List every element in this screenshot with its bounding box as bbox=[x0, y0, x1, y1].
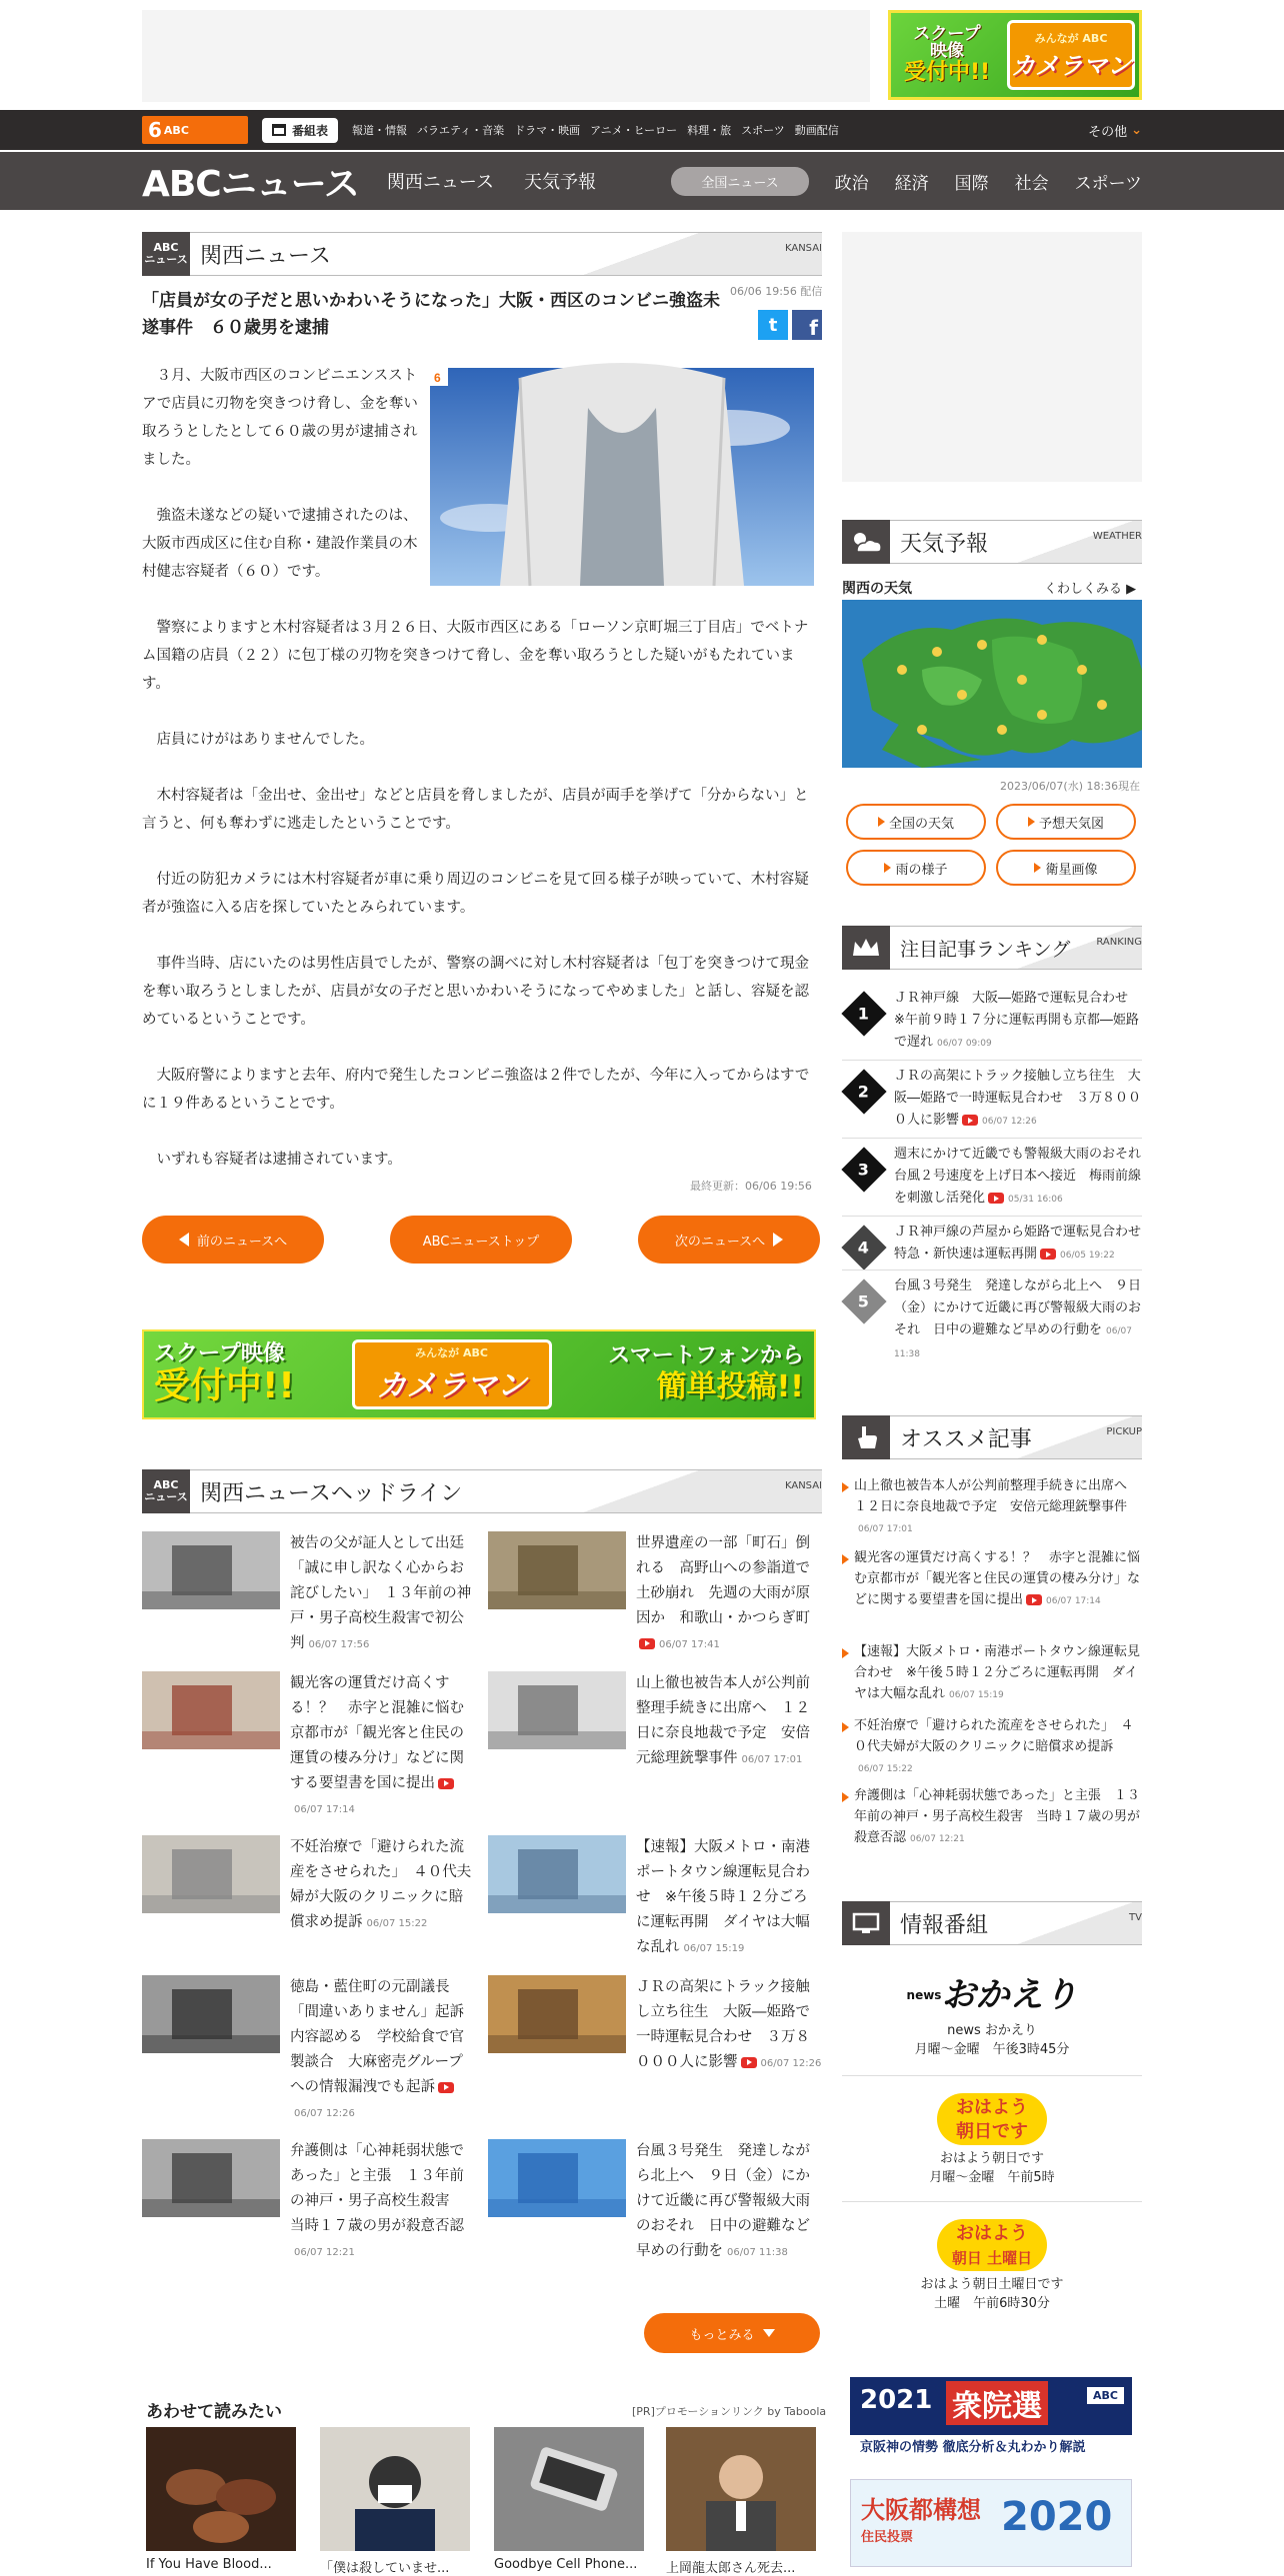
rank-number: 2 bbox=[858, 1082, 870, 1102]
weather-timestamp: 2023/06/07(水) 18:36現在 bbox=[1000, 780, 1141, 793]
nav-item[interactable]: 動画配信 bbox=[794, 124, 839, 137]
headline-date: 06/07 17:56 bbox=[308, 1639, 370, 1650]
camera-man-logo bbox=[1007, 20, 1135, 90]
button-label: 全国の天気 bbox=[888, 816, 954, 832]
camera-man-logo bbox=[352, 1339, 552, 1409]
ranking-item[interactable] bbox=[842, 1066, 1142, 1133]
headline-thumbnail bbox=[488, 1671, 626, 1749]
ranking-item[interactable] bbox=[842, 1144, 1155, 1211]
pickup-date: 06/07 15:22 bbox=[858, 1764, 913, 1774]
section-title: 関西ニュース bbox=[200, 243, 331, 269]
category-society[interactable]: 社会 bbox=[1014, 173, 1049, 194]
headline-text bbox=[636, 2139, 822, 2265]
pickup-title: 観光客の運賃だけ高くする！？ 赤字と混雑に悩む京都市が「観光客と住民の運賃の棲み分け」などに関する要望書を国に提出 bbox=[854, 1550, 1141, 1607]
pickup-item[interactable] bbox=[842, 1547, 1142, 1612]
divider bbox=[842, 1060, 1142, 1061]
article-paragraph: 付近の防犯カメラには木村容疑者が車に乗り周辺のコンビニを見て回る様子が映っていて、木村容疑者が強盗に入る店を探していたとみられています。 bbox=[142, 872, 809, 916]
nav-item[interactable]: スポーツ bbox=[741, 124, 785, 137]
taboola-thumb bbox=[666, 2427, 816, 2551]
ranking-title: 台風３号発生 発達しながら北上へ ９日（金）にかけて近畿に再び警報級大雨のおそれ 日中の避難など早めの行動を bbox=[894, 1279, 1142, 1337]
article-paragraph: 木村容疑者は「金出せ、金出せ」などと店員を脅しましたが、店員が両手を挙げて「分からない」と言うと、何も奪わずに逃走したということです。 bbox=[142, 788, 809, 832]
pickup-date: 06/07 12:21 bbox=[910, 1834, 965, 1844]
ranking-title: ＪＲ神戸線の芦屋から姫路で運転見合わせ 特急・新快速は運転再開 bbox=[894, 1225, 1155, 1262]
banner-text: 簡単投稿!! bbox=[656, 1369, 804, 1405]
program-name: おはよう朝日です bbox=[939, 2151, 1044, 2166]
section-title: 天気予報 bbox=[900, 531, 989, 557]
article-updated: 最終更新：06/06 19:56 bbox=[690, 1180, 812, 1193]
section-en: RANKING bbox=[1096, 937, 1142, 948]
ad-text: 大阪都構想 bbox=[861, 2496, 981, 2524]
taboola-caption: If You Have Blood... bbox=[146, 2557, 272, 2572]
thumbnail-image bbox=[488, 1975, 626, 2053]
ranking-date: 05/31 16:06 bbox=[1008, 1195, 1063, 1205]
pickup-item[interactable] bbox=[842, 1785, 1142, 1850]
program-time: 土曜 午前6時30分 bbox=[934, 2296, 1050, 2311]
nav-weather[interactable]: 天気予報 bbox=[524, 172, 597, 193]
arrow-left-icon bbox=[179, 1233, 189, 1247]
ranking-header bbox=[842, 926, 1142, 970]
ranking-title: ＪＲの高架にトラック接触し立ち往生 大阪―姫路で一時運転見合わせ ３万８０００人に影響 bbox=[894, 1069, 1142, 1128]
ranking-item[interactable] bbox=[842, 1276, 1142, 1365]
pickup-header bbox=[842, 1415, 1142, 1459]
twitter-icon: t bbox=[768, 314, 778, 336]
pickup-title: 【速報】大阪メトロ・南港ポートタウン線運転見合わせ ※午後５時１２分ごろに運転再開 ダイヤは大幅な乱れ bbox=[854, 1644, 1141, 1701]
taboola-item[interactable] bbox=[320, 2427, 470, 2576]
button-label: 雨の様子 bbox=[895, 862, 948, 878]
ad-text: 2020 bbox=[1001, 2494, 1113, 2540]
ranking-text bbox=[894, 1222, 1155, 1267]
rank-badge bbox=[841, 1147, 886, 1192]
rank-badge bbox=[841, 1069, 886, 1114]
logo-text: ABC bbox=[1082, 31, 1108, 45]
banner-text: 映像 bbox=[930, 41, 964, 62]
program-ohayo-saturday[interactable] bbox=[842, 2219, 1142, 2313]
rank-number: 1 bbox=[858, 1004, 870, 1024]
ranking-date: 06/05 19:22 bbox=[1060, 1251, 1115, 1261]
headline-date: 06/07 15:22 bbox=[366, 1918, 428, 1929]
genre-nav bbox=[352, 122, 839, 138]
national-weather-button[interactable] bbox=[846, 804, 986, 840]
ranking-title: ＪＲ神戸線 大阪―姫路で運転見合わせ ※午前９時１７分に運転再開も京都―姫路で遅れ bbox=[894, 991, 1142, 1050]
ranking-text bbox=[894, 988, 1142, 1055]
ranking-item[interactable] bbox=[842, 1222, 1155, 1267]
video-icon bbox=[438, 1778, 454, 1789]
headline-date: 06/07 12:26 bbox=[294, 2108, 355, 2119]
programs-header bbox=[842, 1901, 1142, 1945]
weather-map-image bbox=[842, 600, 1142, 768]
logo-text: カメラマン bbox=[1011, 51, 1131, 80]
abc-news-badge bbox=[142, 232, 190, 276]
thumbnail-image bbox=[488, 2139, 626, 2217]
headline-title: 徳島・藍住町の元副議長「間違いありません」起訴内容認める 学校給食で官製談合 大麻密売グループへの情報漏洩でも起訴 bbox=[290, 1979, 464, 2095]
badge-text: ニュース bbox=[144, 1490, 188, 1503]
nav-item[interactable]: バラエティ・音楽 bbox=[417, 124, 505, 137]
pointing-hand-icon bbox=[842, 1415, 890, 1459]
headline-text bbox=[636, 1531, 822, 1657]
article-paragraph: 大阪府警によりますと去年、府内で発生したコンビニ強盗は２件でしたが、今年に入ってからはすでに１９件あるということです。 bbox=[142, 1068, 810, 1112]
thumbnail-image bbox=[488, 1531, 626, 1609]
button-label: 次のニュースへ bbox=[674, 1234, 766, 1250]
logo-text: カメラマン bbox=[376, 1368, 527, 1403]
program-name: news おかえり bbox=[947, 2023, 1037, 2038]
headline-thumbnail bbox=[488, 2139, 626, 2217]
headline-thumbnail bbox=[142, 1531, 280, 1609]
video-icon bbox=[988, 1193, 1004, 1204]
rank-badge bbox=[841, 1279, 886, 1323]
abc-news-logo[interactable]: ABCニュース bbox=[142, 163, 359, 205]
logo-text: 朝日 土曜日 bbox=[951, 2249, 1033, 2267]
section-en: PICKUP bbox=[1106, 1426, 1142, 1437]
triangle-right-icon bbox=[1028, 817, 1035, 827]
calendar-icon bbox=[272, 124, 286, 136]
thumbnail-image bbox=[488, 1835, 626, 1913]
satellite-image-button[interactable] bbox=[996, 850, 1136, 886]
headline-date: 06/07 12:21 bbox=[294, 2247, 355, 2258]
section-title: 関西ニュースヘッドライン bbox=[200, 1480, 463, 1506]
divider bbox=[842, 1216, 1142, 1217]
logo-text: 朝日です bbox=[956, 2121, 1028, 2142]
headline-title: 世界遺産の一部「町石」倒れる 高野山への参詣道で土砂崩れ 先週の大雨が原因か 和歌山・かつらぎ町 bbox=[636, 1535, 810, 1626]
video-icon bbox=[639, 1638, 655, 1649]
section-en: WEATHER bbox=[1092, 531, 1142, 542]
thumbnail-image bbox=[488, 1671, 626, 1749]
headline-title: 台風３号発生 発達しながら北上へ ９日（金）にかけて近畿に再び警報級大雨のおそれ 日中の避難など早めの行動を bbox=[636, 2143, 810, 2259]
headline-thumbnail bbox=[142, 1671, 280, 1749]
divider bbox=[842, 2075, 1142, 2076]
cloud-sun-icon bbox=[849, 529, 883, 555]
program-time: 月曜～金曜 午前5時 bbox=[929, 2170, 1055, 2185]
divider bbox=[842, 2201, 1142, 2202]
banner-text: スクープ映像 bbox=[154, 1341, 285, 1367]
banner-text: 受付中!! bbox=[903, 60, 991, 86]
program-name: おはよう朝日土曜日です bbox=[920, 2277, 1064, 2292]
triangle-right-icon bbox=[1034, 863, 1041, 873]
ranking-date: 06/07 12:26 bbox=[982, 1117, 1037, 1127]
headline-text bbox=[290, 2139, 476, 2265]
weather-more-link[interactable] bbox=[1044, 578, 1136, 597]
taboola-caption: 「僕は殺していませ... bbox=[320, 2561, 450, 2576]
rain-status-button[interactable] bbox=[846, 850, 986, 886]
logo-text: ABC bbox=[163, 123, 189, 137]
headline-date: 06/07 17:01 bbox=[741, 1754, 803, 1765]
network-bar bbox=[0, 110, 1284, 150]
logo-text: おかえり bbox=[941, 1975, 1078, 2015]
link-label: くわしくみる bbox=[1044, 582, 1123, 597]
headline-title: 山上徹也被告本人が公判前整理手続きに出席へ １２日に奈良地裁で予定 安倍元総理銃撃事件 bbox=[636, 1675, 810, 1766]
ranking-text bbox=[894, 1066, 1142, 1133]
ohayo-asahi-logo bbox=[937, 2093, 1047, 2145]
headline-text bbox=[636, 1975, 822, 2076]
crown-icon bbox=[842, 926, 890, 970]
video-icon bbox=[438, 2082, 454, 2093]
pickup-item[interactable] bbox=[842, 1641, 1142, 1706]
button-label: もっとみる bbox=[689, 2327, 755, 2343]
rank-number: 4 bbox=[858, 1238, 870, 1258]
section-en: KANSAI bbox=[784, 1480, 822, 1491]
headline-thumbnail bbox=[488, 1835, 626, 1913]
section-title: 注目記事ランキング bbox=[900, 938, 1071, 961]
svg-text:6: 6 bbox=[434, 371, 441, 385]
headline-title: 【速報】大阪メトロ・南港ポートタウン線運転見合わせ ※午後５時１２分ごろに運転再開 ダイヤは大幅な乱れ bbox=[636, 1839, 810, 1955]
thumbnail-image bbox=[142, 2139, 280, 2217]
nav-item[interactable]: ドラマ・映画 bbox=[514, 124, 581, 137]
taboola-item[interactable] bbox=[666, 2427, 816, 2576]
thumb-image bbox=[320, 2427, 470, 2551]
banner-text: スクープ bbox=[913, 23, 981, 44]
category-sports[interactable]: スポーツ bbox=[1074, 173, 1142, 194]
program-ohayo-asahi[interactable] bbox=[842, 2093, 1142, 2187]
pickup-title: 山上徹也被告本人が公判前整理手続きに出席へ １２日に奈良地裁で予定 安倍元総理銃撃事件 bbox=[854, 1478, 1141, 1514]
osaka-metropolis-ad[interactable] bbox=[850, 2479, 1132, 2567]
logo-text: おはよう bbox=[956, 2097, 1028, 2118]
button-label: ABCニューストップ bbox=[422, 1234, 540, 1250]
nav-item[interactable]: 料理・旅 bbox=[687, 124, 732, 137]
divider bbox=[842, 1270, 1142, 1271]
divider bbox=[842, 1138, 1142, 1139]
article-paragraph: 強盗未遂などの疑いで逮捕されたのは、大阪市西成区に住む自称・建設作業員の木村健志容疑者（６０）です。 bbox=[142, 508, 418, 580]
taboola-thumb bbox=[494, 2427, 644, 2551]
taboola-title: あわせて読みたい bbox=[146, 2402, 282, 2422]
headline-text bbox=[636, 1671, 822, 1772]
rank-number: 3 bbox=[858, 1160, 870, 1180]
taboola-thumb bbox=[146, 2427, 296, 2551]
video-icon bbox=[741, 2057, 757, 2068]
menu-label: その他 bbox=[1088, 124, 1128, 140]
article-paragraph: いずれも容疑者は逮捕されています。 bbox=[142, 1152, 402, 1168]
headline-thumbnail bbox=[142, 2139, 280, 2217]
rank-number: 5 bbox=[858, 1291, 870, 1311]
pickup-title: 不妊治療で「避けられた流産をさせられた」 ４０代夫婦が大阪のクリニックに賠償求め提訴 bbox=[854, 1718, 1134, 1754]
section-title: 情報番組 bbox=[900, 1912, 989, 1938]
video-icon bbox=[962, 1115, 978, 1126]
badge-text: ABC bbox=[153, 240, 179, 254]
nav-item[interactable]: アニメ・ヒーロー bbox=[590, 124, 678, 137]
ranking-text bbox=[894, 1276, 1142, 1365]
triangle-right-icon bbox=[884, 863, 891, 873]
article-paragraph: 警察によりますと木村容疑者は３月２６日、大阪市西区にある「ローソン京町堀三丁目店」でベトナム国籍の店員（２２）に包丁様の刃物を突きつけて脅し、金を奪い取ろうとした疑いがもたれています。 bbox=[142, 620, 809, 692]
news-top-button[interactable] bbox=[390, 1216, 572, 1264]
section-header-headlines bbox=[142, 1469, 822, 1513]
forecast-map-button[interactable] bbox=[996, 804, 1136, 840]
pickup-date: 06/07 17:14 bbox=[1046, 1596, 1101, 1606]
headline-title: ＪＲの高架にトラック接触し立ち往生 大阪―姫路で一時運転見合わせ ３万８０００人に影響 bbox=[636, 1979, 810, 2070]
headline-text bbox=[290, 1531, 476, 1657]
category-international[interactable]: 国際 bbox=[954, 173, 989, 194]
logo-text: みんなが bbox=[1034, 31, 1079, 45]
tv-icon bbox=[842, 1901, 890, 1945]
ad-text: 住民投票 bbox=[861, 2530, 914, 2545]
article-title: 「店員が女の子だと思いかわいそうになった」大阪・西区のコンビニ強盗未遂事件 ６０歳男を逮捕 bbox=[142, 291, 720, 339]
election-2021-ad[interactable] bbox=[850, 2377, 1132, 2461]
program-okaeri[interactable] bbox=[842, 1965, 1142, 2059]
taboola-item[interactable] bbox=[146, 2427, 296, 2572]
rank-badge bbox=[841, 991, 886, 1036]
nav-item[interactable]: 報道・情報 bbox=[352, 124, 408, 137]
pointing-hand-icon bbox=[853, 1424, 879, 1450]
logo-text: みんなが bbox=[415, 1346, 460, 1359]
banner-text: スマートフォンから bbox=[608, 1342, 804, 1368]
article-paragraph: 店員にけがはありませんでした。 bbox=[142, 732, 374, 748]
headline-date: 06/07 17:14 bbox=[294, 1804, 355, 1815]
ad-text: 京阪神の情勢 徹底分析＆丸わかり解説 bbox=[850, 2435, 1132, 2461]
taboola-item[interactable] bbox=[494, 2427, 644, 2572]
weather-header bbox=[842, 520, 1142, 564]
button-label: 番組表 bbox=[292, 123, 329, 138]
abc-news-header bbox=[0, 152, 1284, 210]
cloud-sun-icon bbox=[842, 520, 890, 564]
taboola-caption: Goodbye Cell Phone... bbox=[494, 2557, 638, 2572]
headline-thumbnail bbox=[142, 1975, 280, 2053]
thumbnail-image bbox=[142, 1671, 280, 1749]
ranking-text bbox=[894, 1144, 1155, 1211]
chevron-down-icon: ⌄ bbox=[1131, 122, 1142, 138]
facebook-share-button[interactable] bbox=[792, 310, 822, 340]
logo-text: 6 bbox=[148, 118, 162, 142]
ranking-title: 週末にかけて近畿でも警報級大雨のおそれ 台風２号速度を上げ日本へ接近 梅雨前線を刺激し活発化 bbox=[894, 1147, 1155, 1206]
headline-text bbox=[290, 1835, 476, 1936]
facebook-icon: f bbox=[809, 316, 818, 340]
scoop-camera-banner[interactable] bbox=[142, 1329, 816, 1419]
headline-thumbnail bbox=[142, 1835, 280, 1913]
thumbnail-image bbox=[142, 1531, 280, 1609]
section-header-kansai bbox=[142, 232, 822, 276]
scoop-camera-banner-small[interactable] bbox=[888, 10, 1142, 100]
headline-text bbox=[290, 1975, 476, 2126]
ad-badge: ABC bbox=[1087, 2387, 1124, 2404]
article-paragraph: 事件当時、店にいたのは男性店員でしたが、警察の調べに対し木村容疑者は「包丁を突きつけて現金を奪い取ろうとしましたが、店員が女の子だと思いかわいそうになってやめました」と話し、容疑を認めているということです。 bbox=[142, 956, 809, 1028]
okaeri-logo bbox=[842, 1965, 1142, 2021]
thumb-image bbox=[666, 2427, 816, 2551]
weather-map[interactable] bbox=[842, 600, 1142, 768]
sidebar-ad-placeholder bbox=[842, 232, 1142, 482]
thumbnail-image bbox=[142, 1975, 280, 2053]
triangle-right-icon bbox=[878, 817, 885, 827]
badge-text: ABC bbox=[153, 1477, 179, 1491]
pickup-title: 弁護側は「心神耗弱状態であった」と主張 １３年前の神戸・男子高校生殺害 当時１７歳の男が殺意否認 bbox=[854, 1788, 1141, 1845]
crown-icon bbox=[851, 936, 881, 960]
pickup-date: 06/07 17:01 bbox=[858, 1524, 913, 1534]
thumbnail-image bbox=[142, 1835, 280, 1913]
triangle-right-icon: ▶ bbox=[1126, 582, 1137, 597]
pickup-item[interactable] bbox=[842, 1715, 1142, 1780]
chevron-down-icon bbox=[763, 2329, 775, 2337]
ranking-date: 06/07 09:09 bbox=[937, 1039, 992, 1049]
article-posted-date: 06/06 19:56 配信 bbox=[730, 285, 823, 298]
logo-text: ABC bbox=[462, 1346, 488, 1359]
button-label: 予想天気図 bbox=[1038, 816, 1104, 832]
next-news-button[interactable] bbox=[638, 1216, 820, 1264]
headline-date: 06/07 11:38 bbox=[727, 2247, 788, 2258]
headline-text bbox=[636, 1835, 822, 1961]
ranking-item[interactable] bbox=[842, 988, 1142, 1055]
logo-text: おはよう bbox=[956, 2223, 1028, 2244]
rank-badge bbox=[841, 1225, 886, 1270]
headline-date: 06/07 12:26 bbox=[760, 2058, 822, 2069]
ad-text: 衆院選 bbox=[946, 2381, 1048, 2425]
taboola-pr[interactable]: [PR]プロモーションリンク by Taboola bbox=[632, 2405, 827, 2418]
pickup-date: 06/07 15:19 bbox=[949, 1690, 1004, 1700]
banner-text: 受付中!! bbox=[154, 1365, 295, 1407]
headline-thumbnail bbox=[488, 1975, 626, 2053]
article-body bbox=[142, 362, 822, 1202]
program-guide-button[interactable] bbox=[262, 118, 338, 143]
ad-text: 2021 bbox=[860, 2385, 933, 2415]
headline-title: 弁護側は「心神耗弱状態であった」と主張 １３年前の神戸・男子高校生殺害 当時１７歳の男が殺意否認 bbox=[290, 2143, 464, 2234]
category-politics[interactable]: 政治 bbox=[834, 173, 869, 194]
ranking-date: 06/07 11:38 bbox=[894, 1326, 1132, 1359]
logo-text: news bbox=[906, 1988, 942, 2002]
headline-title: 被告の父が証人として出廷「誠に申し訳なく心からお詫びしたい」 １３年前の神戸・男子高校生殺害で初公判 bbox=[290, 1535, 472, 1651]
section-title: オススメ記事 bbox=[900, 1426, 1032, 1452]
headline-text bbox=[290, 1671, 476, 1822]
taboola-caption: 上岡龍太郎さん死去... bbox=[666, 2561, 796, 2576]
button-label: 衛星画像 bbox=[1045, 862, 1098, 878]
ohayo-saturday-logo bbox=[937, 2219, 1047, 2271]
category-economy[interactable]: 経済 bbox=[894, 173, 929, 194]
section-en: TV bbox=[1129, 1912, 1142, 1923]
prev-news-button[interactable] bbox=[142, 1216, 324, 1264]
arrow-right-icon bbox=[773, 1233, 783, 1247]
pickup-item[interactable] bbox=[842, 1475, 1142, 1540]
section-en: KANSAI bbox=[784, 243, 822, 254]
thumb-image bbox=[494, 2427, 644, 2551]
video-icon bbox=[1040, 1249, 1056, 1260]
headline-title: 不妊治療で「避けられた流産をさせられた」 ４０代夫婦が大阪のクリニックに賠償求め提訴 bbox=[290, 1839, 472, 1930]
weather-region: 関西の天気 bbox=[842, 581, 912, 597]
thumb-image bbox=[146, 2427, 296, 2551]
headline-thumbnail bbox=[488, 1531, 626, 1609]
abc-news-badge bbox=[142, 1469, 190, 1513]
headline-date: 06/07 17:41 bbox=[659, 1639, 720, 1650]
tv-icon bbox=[851, 1911, 881, 1935]
twitter-share-button[interactable] bbox=[758, 310, 788, 340]
other-menu[interactable] bbox=[1088, 121, 1142, 140]
more-button[interactable] bbox=[644, 2313, 820, 2353]
headline-date: 06/07 15:19 bbox=[683, 1943, 745, 1954]
category-national[interactable]: 全国ニュース bbox=[671, 167, 808, 196]
nav-kansai-news[interactable]: 関西ニュース bbox=[386, 172, 495, 193]
article-paragraph: ３月、大阪市西区のコンビニエンスストアで店員に刃物を突きつけ脅し、金を奪い取ろうとしたとして６０歳の男が逮捕されました。 bbox=[142, 368, 418, 468]
program-time: 月曜～金曜 午後3時45分 bbox=[914, 2042, 1070, 2057]
button-label: 前のニュースへ bbox=[196, 1234, 288, 1250]
badge-text: ニュース bbox=[144, 253, 188, 266]
taboola-thumb bbox=[320, 2427, 470, 2551]
abc-6-logo[interactable] bbox=[142, 116, 248, 144]
headline-title: 観光客の運賃だけ高くする！？ 赤字と混雑に悩む京都市が「観光客と住民の運賃の棲み分け」などに関する要望書を国に提出 bbox=[290, 1675, 464, 1791]
top-ad-placeholder bbox=[142, 10, 870, 102]
video-icon bbox=[1026, 1594, 1042, 1605]
